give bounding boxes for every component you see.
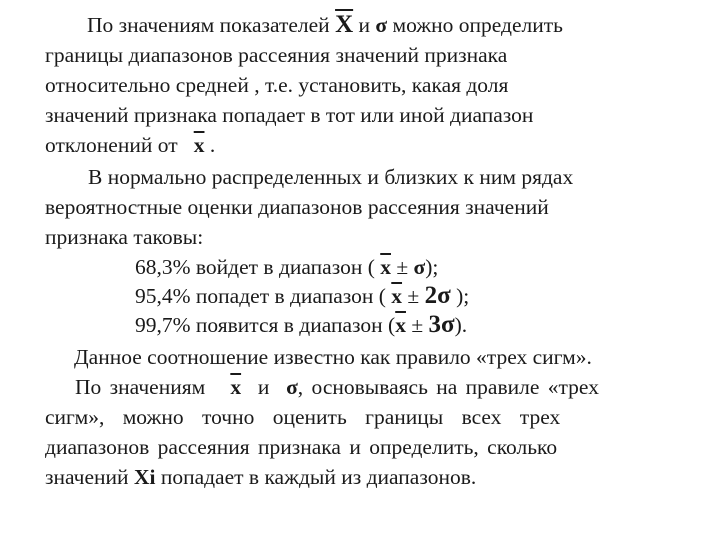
x-bar-symbol: $\overline{x}$ (380, 255, 391, 279)
sigma-symbol: σ (441, 311, 455, 338)
p2-line-2: вероятностные оценки диапазонов рассеяния значений (45, 195, 549, 219)
p2-line-1: В нормально распределенных и близких к ним рядах (88, 165, 574, 189)
range-item (135, 254, 438, 280)
x-bar-symbol: $\overline{x}$ (391, 284, 403, 308)
plus-minus-symbol: ± (396, 255, 409, 279)
x-bar-symbol: $\overline{X}$ (335, 11, 354, 38)
p4-text-d: значений (45, 465, 129, 489)
p1-line-4: значений признака попадает в тот или иной диапазон (45, 103, 534, 127)
p4-line-4 (45, 464, 476, 490)
range-close: ); (456, 284, 470, 308)
p1-line-5 (45, 132, 215, 158)
p4-line-1 (75, 374, 599, 400)
p4-text-e: попадает в каждый из диапазонов. (160, 465, 477, 489)
range-text: 99,7% появится в диапазон ( (135, 313, 396, 337)
p4-text-b: и (257, 375, 270, 399)
p1-text-d: отклонений от (45, 133, 178, 157)
p1-text-a: По значениям показателей (87, 13, 330, 37)
p1-period: . (209, 133, 216, 157)
p4-text-a: По значениям (75, 375, 206, 399)
range-close: ). (454, 313, 468, 337)
range-item (135, 283, 469, 309)
p4-line-3: диапазонов рассеяния признака и определить, сколько (45, 435, 558, 459)
range-text: 68,3% войдет в диапазон ( (135, 255, 375, 279)
p1-line-2: границы диапазонов рассеяния значений признака (45, 43, 508, 67)
p1-text-c: можно определить (392, 13, 563, 37)
multiplier: 3 (428, 311, 442, 338)
x-bar-symbol: $\overline{x}$ (193, 133, 205, 157)
xi-symbol: Xi (133, 465, 156, 489)
range-item (135, 312, 467, 338)
range-text: 95,4% попадет в диапазон ( (135, 284, 386, 308)
x-bar-symbol: $\overline{x}$ (230, 375, 242, 399)
p1-line-1 (87, 12, 563, 38)
p1-line-3: относительно средней , т.е. установить, какая доля (45, 73, 509, 97)
p2-line-3: признака таковы: (45, 225, 204, 249)
range-close: ); (425, 255, 439, 279)
sigma-symbol: σ (413, 255, 426, 279)
sigma-symbol: σ (286, 375, 298, 399)
x-bar-symbol: $\overline{x}$ (395, 313, 406, 337)
plus-minus-symbol: ± (407, 284, 420, 308)
multiplier: 2 (424, 282, 438, 309)
p4-text-c: , основываясь на правиле «трех (297, 375, 599, 399)
sigma-symbol: σ (375, 13, 388, 37)
p1-text-b: и (358, 13, 371, 37)
sigma-symbol: σ (437, 282, 451, 309)
p3-line: Данное соотношение известно как правило «трех сигм». (74, 345, 592, 369)
plus-minus-symbol: ± (411, 313, 424, 337)
p4-line-2: сигм», можно точно оценить границы всех трех (45, 405, 561, 429)
